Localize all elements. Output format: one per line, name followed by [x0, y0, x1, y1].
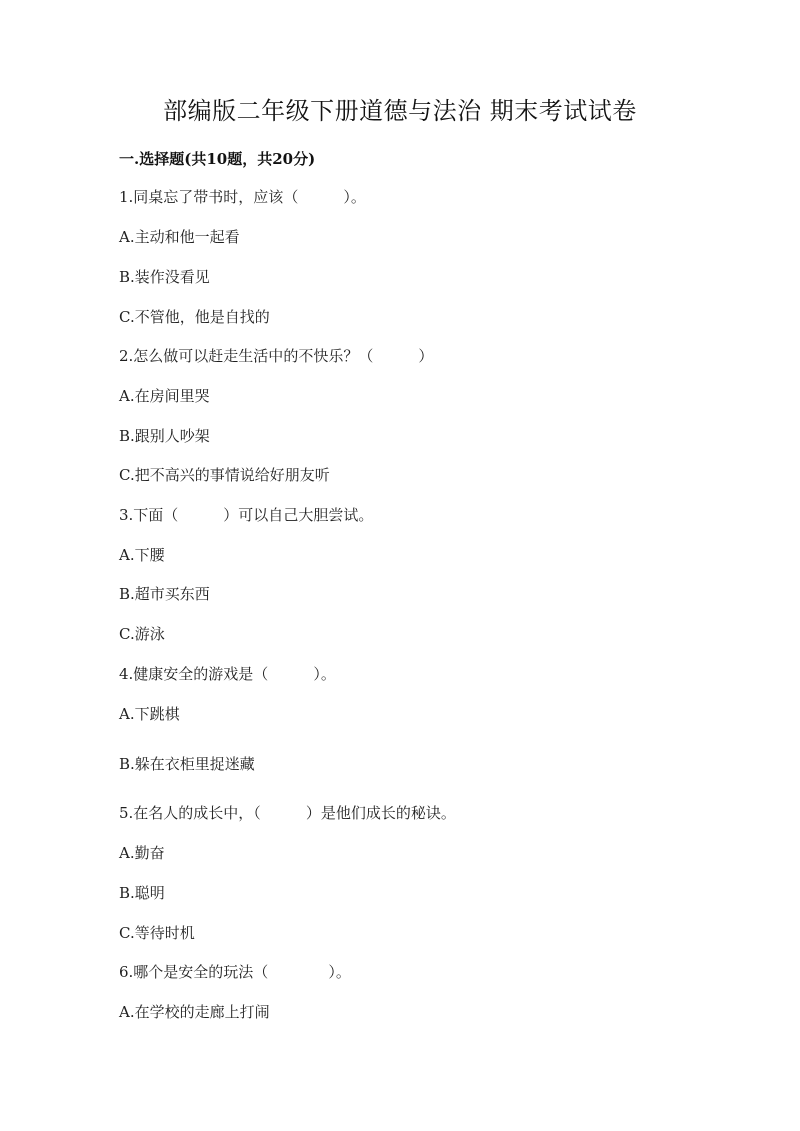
question-5-option-b: B.聪明 — [119, 884, 165, 902]
page-title: 部编版二年级下册道德与法治 期末考试试卷 — [163, 97, 637, 125]
question-3: 3.下面（ ）可以自己大胆尝试。 — [119, 506, 374, 524]
question-5-option-a: A.勤奋 — [119, 844, 165, 862]
question-1: 1.同桌忘了带书时，应该（ ）。 — [119, 188, 366, 206]
question-4-option-b: B.躲在衣柜里捉迷藏 — [119, 755, 255, 773]
question-5: 5.在名人的成长中，（ ）是他们成长的秘诀。 — [119, 804, 456, 822]
question-2: 2.怎么做可以赶走生活中的不快乐？（ ） — [119, 347, 434, 365]
question-1-option-c: C.不管他，他是自找的 — [119, 308, 270, 326]
question-2-option-c: C.把不高兴的事情说给好朋友听 — [119, 466, 330, 484]
question-2-option-b: B.跟别人吵架 — [119, 427, 210, 445]
question-2-option-a: A.在房间里哭 — [119, 387, 210, 405]
question-3-option-a: A.下腰 — [119, 546, 165, 564]
question-1-option-a: A.主动和他一起看 — [119, 228, 240, 246]
question-6: 6.哪个是安全的玩法（ ）。 — [119, 963, 351, 981]
question-3-option-c: C.游泳 — [119, 625, 165, 643]
question-4-option-a: A.下跳棋 — [119, 705, 180, 723]
question-6-option-a: A.在学校的走廊上打闹 — [119, 1003, 270, 1021]
section-heading: 一.选择题(共10题，共20分) — [119, 150, 316, 168]
question-1-option-b: B.装作没看见 — [119, 268, 210, 286]
question-5-option-c: C.等待时机 — [119, 924, 195, 942]
question-3-option-b: B.超市买东西 — [119, 585, 210, 603]
question-4: 4.健康安全的游戏是（ ）。 — [119, 665, 336, 683]
